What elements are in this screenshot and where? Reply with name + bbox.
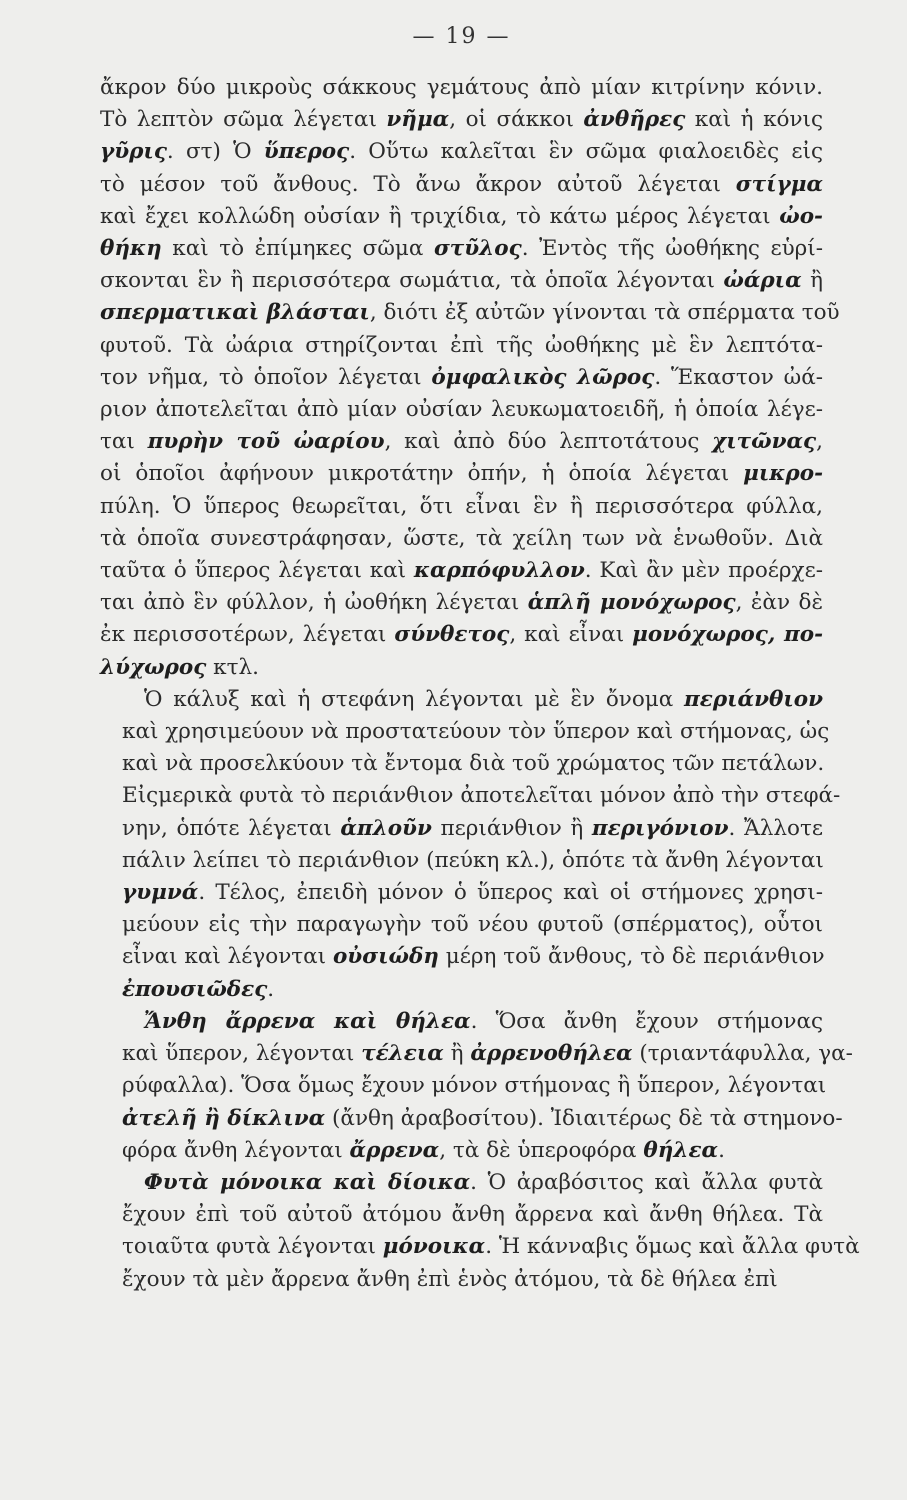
text-run: ἢ	[801, 268, 823, 294]
body-text	[100, 72, 860, 1296]
text-run: εἶναι καὶ λέγονται	[122, 944, 333, 970]
page-number: — 19 —	[412, 24, 511, 49]
text-line	[100, 555, 823, 587]
text-run: . Ὅσα ἄνθη ἔχουν στήμονας	[470, 1008, 823, 1034]
text-run: . Ἄλλοτε	[728, 815, 823, 841]
text-run: καὶ ἔχει κολλώδη οὐσίαν ἢ τριχίδια, τὸ κάτω μέρος λέγεται	[100, 203, 780, 229]
text-run: μέρη τοῦ ἄνθους, τὸ δὲ περιάνθιον	[438, 944, 825, 970]
text-line	[100, 716, 830, 748]
bold-term: τέλεια	[361, 1041, 444, 1067]
text-run: . Ἕκαστον ὠά-	[654, 364, 823, 390]
text-line	[100, 169, 823, 201]
text-line	[100, 974, 823, 1006]
text-line	[100, 201, 823, 233]
text-run: , τὰ δὲ ὑπεροφόρα	[439, 1137, 644, 1163]
bold-term: ἀτελῆ ἢ δίκλινα	[122, 1105, 326, 1131]
text-run: πύλη. Ὁ ὕπερος θεωρεῖται, ὅτι εἶναι ἓν ἢ περισσότερα φύλλα,	[100, 493, 823, 519]
text-run: , καὶ εἶναι	[509, 622, 633, 648]
text-run: ἄκρον δύο μικροὺς σάκκους γεμάτους ἀπὸ μίαν κιτρίνην κόνιν.	[100, 75, 823, 100]
text-line	[100, 394, 823, 426]
bold-term: ὠάρια	[723, 268, 802, 294]
bold-term: στίγμα	[735, 171, 823, 197]
text-run: νην, ὁπότε λέγεται	[122, 815, 341, 841]
bold-term: περιγόνιον	[591, 815, 729, 841]
text-run: (ἄνθη ἀραβοσίτου). Ἰδιαιτέρως δὲ τὰ στημονο-	[325, 1105, 843, 1131]
bold-term: ὀμφαλικὸς λῶρος	[431, 364, 655, 390]
text-line	[100, 909, 823, 941]
text-run: Ὁ κάλυξ καὶ ἡ στεφάνη λέγονται μὲ ἓν ὄνομα	[144, 686, 685, 712]
bold-term: χιτῶνας	[712, 429, 817, 455]
text-run: , οἱ σάκκοι	[449, 107, 584, 133]
text-line	[100, 813, 823, 845]
text-run: καὶ ὕπερον, λέγονται	[122, 1041, 362, 1067]
text-line	[100, 1199, 823, 1231]
text-run: ταῦτα ὁ ὕπερος λέγεται καὶ	[100, 558, 414, 584]
text-line	[100, 136, 823, 168]
text-run: πάλιν λείπει τὸ περιάνθιον (πεύκη κλ.), ὁπότε τὰ ἄνθη λέγονται	[122, 847, 824, 873]
text-run: ται	[100, 429, 148, 455]
bold-term: ἀνθῆρες	[583, 107, 686, 133]
bold-term: ἁπλῆ μονόχωρος	[527, 590, 736, 616]
text-line	[100, 1264, 823, 1296]
text-run: . Τέλος, ἐπειδὴ μόνον ὁ ὕπερος καὶ οἱ στήμονες χρησι-	[198, 880, 823, 906]
bold-term: πυρὴν τοῦ ὠαρίου	[147, 429, 385, 455]
bold-term: Ἄνθη ἄρρενα καὶ θήλεα	[144, 1008, 471, 1034]
text-line	[100, 523, 823, 555]
text-line	[100, 1038, 853, 1070]
text-run: . Καὶ ἂν μὲν προέρχε-	[584, 558, 823, 584]
bold-term: νῆμα	[386, 107, 450, 133]
bold-term: μονόχωρος, πο-	[632, 622, 823, 648]
text-run: ἔχουν τὰ μὲν ἄρρενα ἄνθη ἐπὶ ἑνὸς ἀτόμου, τὰ δὲ θήλεα ἐπὶ	[122, 1266, 778, 1292]
bold-term: ὠο-	[779, 203, 823, 229]
text-run: οἱ ὁποῖοι ἀφήνουν μικροτάτην ὀπήν, ἡ ὁποία λέγεται	[100, 461, 744, 487]
text-run: . Ἡ κάνναβις ὅμως καὶ ἄλλα φυτὰ	[485, 1234, 860, 1260]
text-run: . Ἐντὸς τῆς ὠοθήκης εὑρί-	[521, 236, 824, 262]
text-run: κτλ.	[206, 654, 259, 680]
bold-term: σπερματικαὶ βλάσται	[100, 300, 370, 326]
bold-term: οὐσιώδη	[332, 944, 439, 970]
text-run: ριον ἀποτελεῖται ἀπὸ μίαν οὐσίαν λευκωματοειδῆ, ἡ ὁποία λέγε-	[100, 397, 823, 423]
text-line	[100, 233, 823, 265]
text-run: . Ὁ ἀραβόσιτος καὶ ἄλλα φυτὰ	[470, 1169, 823, 1195]
bold-term: γῦρις	[100, 139, 167, 165]
text-run: καὶ χρησιμεύουν νὰ προστατεύουν τὸν ὕπερον καὶ στήμονας, ὡς	[122, 719, 830, 745]
bold-term: καρπόφυλλον	[413, 558, 585, 584]
text-run: φόρα ἄνθη λέγονται	[122, 1137, 350, 1163]
text-line	[100, 330, 823, 362]
bold-term: περιάνθιον	[684, 686, 823, 712]
text-run: σκονται ἓν ἢ περισσότερα σωμάτια, τὰ ὁποῖα λέγονται	[100, 268, 724, 294]
text-run: ἔχουν ἐπὶ τοῦ αὐτοῦ ἀτόμου ἄνθη ἄρρενα καὶ ἄνθη θήλεα. Τὰ	[122, 1202, 823, 1228]
text-run: (τριαντάφυλλα, γα-	[632, 1041, 853, 1067]
bold-term: ὕπερος	[263, 139, 350, 165]
text-run: Τὸ λεπτὸν σῶμα λέγεται	[100, 107, 387, 133]
text-run: καὶ νὰ προσελκύουν τὰ ἔντομα διὰ τοῦ χρώματος τῶν πετάλων.	[122, 751, 825, 777]
text-line	[100, 1167, 823, 1199]
text-line	[100, 652, 823, 684]
text-run: ,	[816, 429, 823, 455]
text-run: περιάνθιον ἢ	[431, 815, 592, 841]
text-line	[100, 362, 823, 394]
bold-term: ἄρρενα	[349, 1137, 440, 1163]
text-run: Εἰςμερικὰ φυτὰ τὸ περιάνθιον ἀποτελεῖται μόνον ἀπὸ τὴν στεφά-	[122, 783, 841, 809]
bold-term: μόνοικα	[382, 1234, 486, 1260]
bold-term: ἐπουσιῶδες	[122, 976, 268, 1002]
text-run: καὶ ἡ κόνις	[685, 107, 823, 133]
text-run: .	[718, 1137, 725, 1163]
text-line	[100, 1070, 827, 1102]
text-line	[100, 426, 823, 458]
paragraph	[100, 684, 841, 1006]
bold-term: θήκη	[100, 236, 162, 262]
text-line	[100, 684, 823, 716]
text-run: καὶ τὸ ἐπίμηκες σῶμα	[161, 236, 434, 262]
bold-term: γυμνά	[122, 880, 199, 906]
text-line	[100, 619, 823, 651]
text-line	[100, 1231, 860, 1263]
text-run: τοιαῦτα φυτὰ λέγονται	[122, 1234, 383, 1260]
paragraph	[100, 72, 840, 684]
text-line	[100, 1006, 823, 1038]
text-line	[100, 1135, 823, 1167]
text-line	[100, 748, 823, 780]
text-line	[100, 265, 823, 297]
text-line	[100, 458, 823, 490]
bold-term: λύχωρος	[100, 654, 207, 680]
text-run: τον νῆμα, τὸ ὁποῖον λέγεται	[100, 364, 432, 390]
text-run: ρύφαλλα). Ὅσα ὅμως ἔχουν μόνον στήμονας ἢ ὕπερον, λέγονται	[122, 1073, 827, 1099]
bold-term: σύνθετος	[394, 622, 510, 648]
text-line	[100, 72, 823, 104]
text-line	[100, 1103, 843, 1135]
text-line	[100, 780, 841, 812]
text-run: τὸ μέσον τοῦ ἄνθους. Τὸ ἄνω ἄκρον αὐτοῦ λέγεται	[100, 171, 736, 197]
text-run: , ἐὰν δὲ	[735, 590, 823, 616]
bold-term: ἁπλοῦν	[340, 815, 432, 841]
bold-term: θήλεα	[643, 1137, 719, 1163]
text-line	[100, 845, 823, 877]
paragraph	[100, 1006, 853, 1167]
text-line	[100, 104, 823, 136]
text-line	[100, 587, 823, 619]
text-run: . στ) Ὁ	[166, 139, 264, 165]
text-run: ἐκ περισσοτέρων, λέγεται	[100, 622, 395, 648]
text-run: μεύουν εἰς τὴν παραγωγὴν τοῦ νέου φυτοῦ (σπέρματος), οὗτοι	[122, 912, 823, 938]
text-run: .	[267, 976, 275, 1002]
text-run: , καὶ ἀπὸ δύο λεπτοτάτους	[384, 429, 713, 455]
text-run: φυτοῦ. Τὰ ὠάρια στηρίζονται ἐπὶ τῆς ὠοθήκης μὲ ἓν λεπτότα-	[100, 332, 823, 358]
text-line	[100, 941, 823, 973]
text-run: , διότι ἐξ αὐτῶν γίνονται τὰ σπέρματα τοῦ	[369, 300, 840, 326]
text-line	[100, 297, 840, 329]
text-run: τὰ ὁποῖα συνεστράφησαν, ὥστε, τὰ χείλη των νὰ ἑνωθοῦν. Διὰ	[100, 525, 823, 551]
text-line	[100, 877, 823, 909]
bold-term: Φυτὰ μόνοικα καὶ δίοικα	[144, 1169, 471, 1195]
text-line	[100, 491, 823, 523]
text-run: . Οὕτω καλεῖται ἓν σῶμα φιαλοειδὲς εἰς	[349, 139, 823, 165]
text-run: ἢ	[443, 1041, 471, 1067]
bold-term: μικρο-	[743, 461, 823, 487]
bold-term: ἀρρενοθήλεα	[470, 1041, 633, 1067]
bold-term: στῦλος	[433, 236, 522, 262]
paragraph	[100, 1167, 860, 1296]
text-run: ται ἀπὸ ἓν φύλλον, ἡ ὠοθήκη λέγεται	[100, 590, 528, 616]
